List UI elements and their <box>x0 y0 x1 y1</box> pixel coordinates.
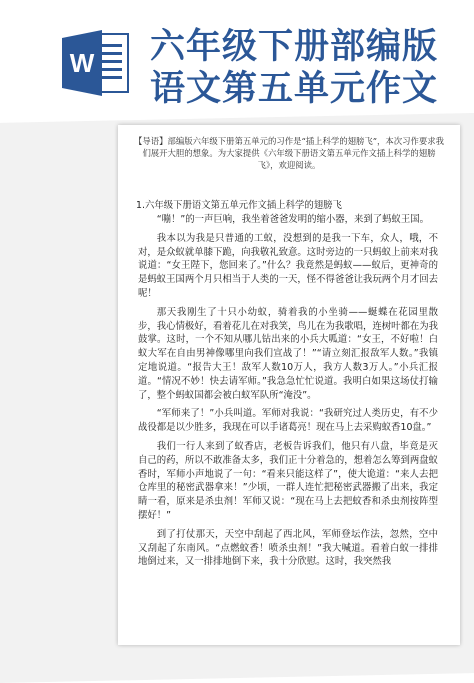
paragraph-1: “嘣！”的一声巨响，我坐着爸爸发明的缩小器，来到了蚂蚁王国。 <box>156 214 430 225</box>
document-page <box>118 125 460 645</box>
page-title <box>150 26 460 110</box>
essay-body <box>138 213 438 574</box>
paragraph-5: 我们一行人来到了蚁香店，老板告诉我们，他只有八盘，毕竟是灭自己的药，所以不敢准备太多，我们正十分着急的，想着怎么筹到两盘蚁香时，军师小声地说了一句：“看来只能这样了”，使大诡道：“来人去把仓库里的秘密武器拿来！”少顷，一群人连忙把秘密武器搬了出来，我定睛一看，原来是杀虫剂！军师又说：“现在马上去把蚊香和杀虫剂按阵型摆好！” <box>138 440 439 521</box>
word-logo-letter: W <box>69 48 95 78</box>
essay-heading: 1.六年级下册语文第五单元作文插上科学的翅膀飞 <box>136 200 342 211</box>
banner <box>0 0 474 120</box>
title-line-2: 语文第五单元作文 <box>150 68 439 109</box>
word-icon <box>60 28 132 98</box>
paragraph-4: “军师来了！”小兵叫道。军师对我说：“我研究过人类历史，有不少战役都是以少胜多，我现在可以手诸葛亮！现在马上去采购蚁香10盘。” <box>138 408 438 434</box>
title-line-1: 六年级下册部编版 <box>150 26 439 67</box>
paragraph-2: 我本以为我是只普通的工蚁，没想到的是我一下车，众人，哦，不对，是众蚁就单膝下跪，向我敬礼致意。这时旁边的一只蚂蚁上前来对我说道：“女王陛下，您回来了。”什么？我竟然是蚂蚁——蚁后，更神奇的是蚂蚁王国两个月只相当于人类的一天，怪不得爸爸让我玩两个月才回去呢！ <box>138 232 439 299</box>
paragraph-6: 到了打仗那天，天空中刮起了西北风，军师登坛作法，忽然，空中又刮起了东南风。“点燃蚊香！喷杀虫剂！”我大喊道。看着白蚁一排排地倒过来，又一排排地倒下来，我十分欣慰。这时，我突然我 <box>138 528 438 568</box>
intro-text: 【导语】部编版六年级下册第五单元的习作是“插上科学的翅膀飞”，本次习作要求我们展开大胆的想象。为大家提供《六年级下册语文第五单元作文插上科学的翅膀飞》，欢迎阅读。 <box>133 136 445 170</box>
paragraph-3: 那天我刚生了十只小幼蚁，骑着我的小坐骑——蜒蝶在花园里散步，我心情极好，看着花儿在对我笑，鸟儿在为我歌唱，连树叶都在为我鼓掌。这时，一个不知从哪儿钻出来的小兵大呱道：“女王，不好啦！白蚁大军在自由男神像哪里向我们宣战了！”“请立刻汇报敌军人数。”我镇定地说道。“报告大王！敌军人数10万人，我方人数3万人。”小兵汇报道。“情况不妙！快去请军师。”我急急忙忙说道。我明白如果这场仗打输了，整个蚂蚁国都会被白蚁军队所“淹没”。 <box>138 306 439 401</box>
